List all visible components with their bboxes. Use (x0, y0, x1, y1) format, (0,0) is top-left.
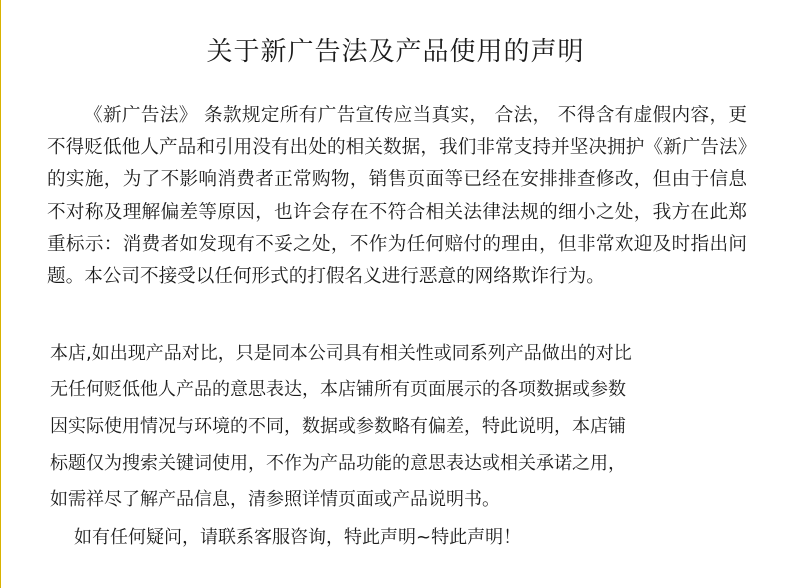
statement-line-4: 标题仅为搜索关键词使用，不作为产品功能的意思表达或相关承诺之用， (50, 453, 626, 474)
statement-line-3: 因实际使用情况与环境的不同，数据或参数略有偏差，特此说明，本店铺 (50, 416, 626, 437)
statement-line-1: 本店,如出现产品对比，只是同本公司具有相关性或同系列产品做出的对比 (50, 343, 632, 364)
statement-line-5: 如需祥尽了解产品信息，清参照详情页面或产品说明书。 (50, 489, 500, 510)
statement-line-2: 无任何贬低他人产品的意思表达，本店铺所有页面展示的各项数据或参数 (50, 379, 626, 400)
statement-closing-line: 如有任何疑问，请联系客服咨询，特此声明~特此声明！ (74, 527, 522, 548)
statement-paragraph: 《新广告法》 条款规定所有广告宣传应当真实， 合法， 不得含有虚假内容，更不得贬低他人产品和引用没有出处的相关数据，我们非常支持并坚决拥护《新广告法》的实施，为了不影响消费者正常购物，销售页面等已经在安排排查修改，但由于信息不对称及理解偏差等原因，也许会存在不符合相关法律法规的细小之处，我方在此郑重标示：消费者如发现有不妥之处，不作为任何赔付的理由，但非常欢迎及时指出问题。本公司不接受以任何形式的打假名义进行恶意的网络欺诈行为。 (47, 105, 747, 288)
page-title: 关于新广告法及产品使用的声明 (206, 37, 585, 67)
